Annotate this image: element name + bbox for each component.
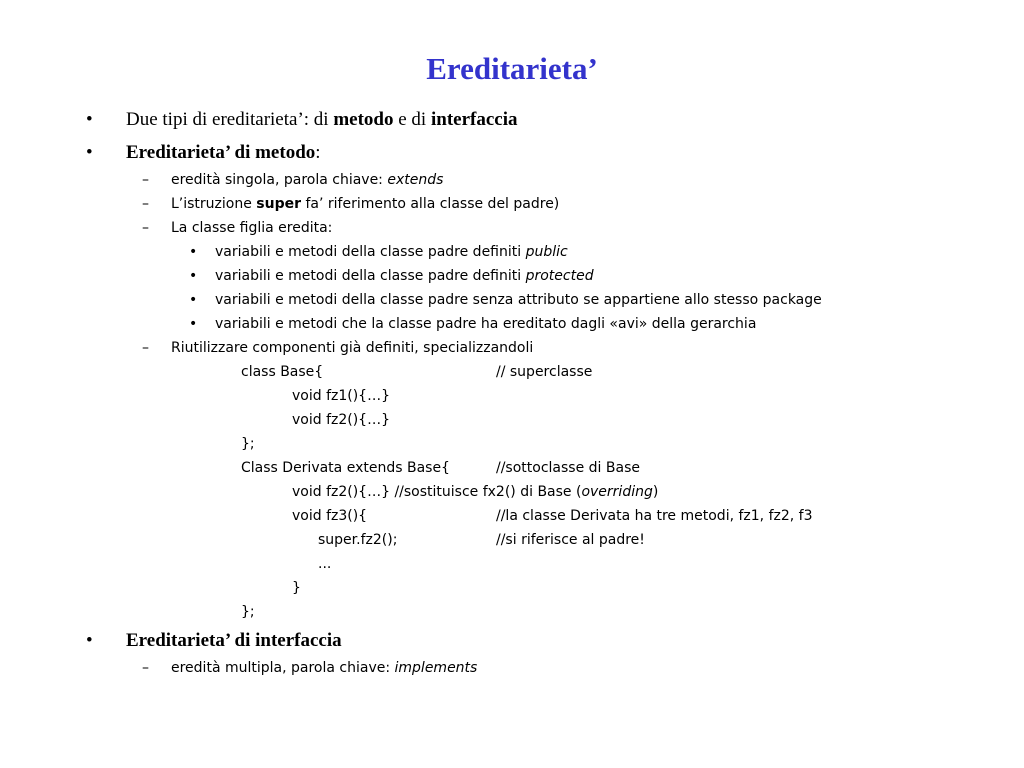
bullet-text: Ereditarieta’ di metodo:	[126, 142, 321, 163]
bullet-marker: •	[86, 109, 93, 130]
bullet-marker: •	[86, 142, 93, 163]
slide-title: Ereditarieta’	[426, 51, 598, 86]
bullet-marker: •	[86, 630, 93, 651]
bullet-text: Due tipi di ereditarieta’: di metodo e di interfaccia	[126, 109, 518, 130]
bullet-text: Ereditarieta’ di interfaccia	[126, 630, 342, 651]
